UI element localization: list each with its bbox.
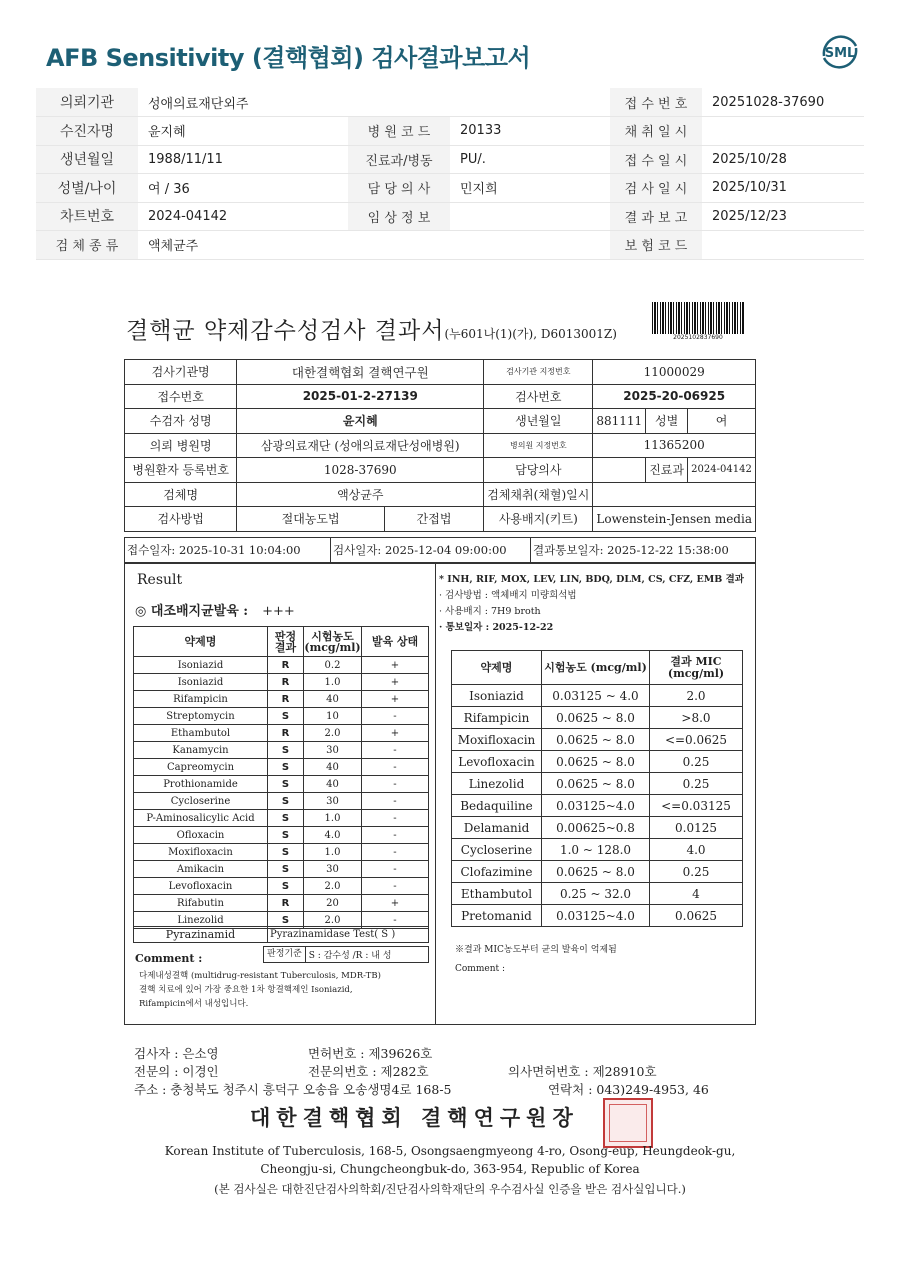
mic-row (452, 751, 743, 773)
mic-row (452, 817, 743, 839)
patient-name-value: 윤지혜 (138, 117, 348, 146)
specimen-label: 검 체 종 류 (36, 231, 138, 260)
mic-col-result: 결과 MIC (mcg/ml) (650, 651, 743, 685)
col-growth: 발육 상태 (362, 627, 429, 657)
specialist-no: 전문의번호 : 제282호 (308, 1064, 429, 1079)
judgement: S (268, 810, 304, 827)
mic-result: 0.25 (650, 861, 743, 883)
mic-drug-name: Delamanid (452, 817, 542, 839)
specimen-value: 액체균주 (138, 231, 610, 260)
seal-inner (609, 1104, 647, 1142)
mic-concentration: 0.03125~4.0 (542, 905, 650, 927)
examinee-label: 수검자 성명 (125, 409, 237, 434)
concentration: 40 (304, 759, 362, 776)
mic-row (452, 861, 743, 883)
mic-row (452, 883, 743, 905)
judgement: S (268, 742, 304, 759)
growth-status: + (362, 657, 429, 674)
result-title: Result (137, 572, 183, 588)
certification-note: (본 검사실은 대한진단검사의학회/진단검사의학재단의 우수검사실 인증을 받은 검사실입니다.) (214, 1182, 686, 1196)
hospital-label: 의뢰 병원명 (125, 433, 237, 458)
patient-name-label: 수진자명 (36, 117, 138, 146)
page-header (46, 40, 866, 80)
birth-date-value: 1988/11/11 (138, 145, 348, 174)
judgement: R (268, 895, 304, 912)
growth-status: - (362, 878, 429, 895)
hospital-value: 삼광의료재단 (성애의료재단성애병원) (237, 433, 484, 458)
col-concentration: 시험농도 (mcg/ml) (304, 627, 362, 657)
method-label: 검사방법 (125, 507, 237, 532)
drug-name: Ofloxacin (134, 827, 268, 844)
drug-name: Kanamycin (134, 742, 268, 759)
media-value: Lowenstein-Jensen media (593, 507, 756, 532)
pza-drug: Pyrazinamid (134, 927, 268, 943)
concentration: 1.0 (304, 674, 362, 691)
mic-result: 0.0625 (650, 905, 743, 927)
mic-drug-name: Bedaquiline (452, 795, 542, 817)
mic-concentration: 0.03125~4.0 (542, 795, 650, 817)
barcode (652, 302, 744, 342)
judgement: S (268, 776, 304, 793)
birth-date-label: 생년월일 (36, 145, 138, 174)
mic-row (452, 839, 743, 861)
growth-status: + (362, 674, 429, 691)
mic-result: <=0.03125 (650, 795, 743, 817)
concentration: 0.2 (304, 657, 362, 674)
patient-info-table (36, 88, 864, 260)
lab-id-label: 검사기관 지정번호 (484, 360, 593, 385)
judgement: S (268, 827, 304, 844)
mic-concentration: 0.00625~0.8 (542, 817, 650, 839)
test-date: 검사일자: 2025-12-04 09:00:00 (331, 538, 531, 562)
clinical-info-label: 임 상 정 보 (348, 202, 450, 231)
lab-name-value: 대한결핵협회 결핵연구원 (237, 360, 484, 385)
control-value: +++ (262, 604, 295, 619)
drug-name: Cycloserine (134, 793, 268, 810)
mic-media: · 사용배지 : 7H9 broth (439, 606, 541, 617)
test-date-value: 2025/10/31 (702, 174, 864, 203)
mic-row (452, 795, 743, 817)
birth-value: 881111 (593, 409, 646, 434)
accession-no-label: 접 수 번 호 (610, 88, 702, 117)
referring-org-label: 의뢰기관 (36, 88, 138, 117)
address: 주소 : 충청북도 청주시 흥덕구 오송읍 오송생명4로 168-5 (134, 1082, 452, 1097)
mic-method: · 검사방법 : 액체배지 미량희석법 (439, 590, 577, 601)
page-title: AFB Sensitivity (결핵협회) 검사결과보고서 (46, 44, 531, 72)
sml-logo (818, 30, 862, 74)
embedded-report (124, 300, 758, 1026)
drug-name: Amikacin (134, 861, 268, 878)
growth-status: - (362, 776, 429, 793)
right-comment-label: Comment : (455, 964, 506, 974)
comment-line: 결핵 치료에 있어 가장 중요한 1차 항결핵제인 Isoniazid, (139, 985, 353, 995)
hospital-code-value: 20133 (450, 117, 610, 146)
drug-name: Isoniazid (134, 674, 268, 691)
growth-status: - (362, 810, 429, 827)
judgement: R (268, 674, 304, 691)
sex-age-label: 성별/나이 (36, 174, 138, 203)
drug-row (134, 793, 429, 810)
report-title-code: (누601나(1)(가), D6013001Z) (444, 327, 617, 341)
mic-concentration: 0.0625 ~ 8.0 (542, 707, 650, 729)
mic-result: 2.0 (650, 685, 743, 707)
concentration: 4.0 (304, 827, 362, 844)
dept-label: 진료과/병동 (348, 145, 450, 174)
mic-concentration: 0.0625 ~ 8.0 (542, 773, 650, 795)
report-title-text: 결핵균 약제감수성검사 결과서 (126, 318, 445, 344)
specimen-name-label: 검체명 (125, 482, 237, 507)
physician-label: 담 당 의 사 (348, 174, 450, 203)
growth-status: - (362, 844, 429, 861)
report-title (126, 312, 617, 345)
mic-note: ※결과 MIC농도부터 균의 발육이 억제됨 (455, 945, 617, 955)
report-date-value: 2025/12/23 (702, 202, 864, 231)
hospital-id-label: 병의원 지정번호 (484, 433, 593, 458)
mic-concentration: 0.25 ~ 32.0 (542, 883, 650, 905)
meta-row (36, 231, 864, 260)
sex-label: 성별 (646, 409, 688, 434)
mic-result: 4.0 (650, 839, 743, 861)
mic-col-concentration: 시험농도 (mcg/ml) (542, 651, 650, 685)
report-dates-row (124, 537, 756, 563)
mic-row (452, 685, 743, 707)
meta-row (36, 88, 864, 117)
drug-row (134, 691, 429, 708)
judgement-legend (263, 946, 429, 963)
drug-row (134, 878, 429, 895)
media-label: 사용배지(키트) (484, 507, 593, 532)
collection-value (593, 482, 756, 507)
left-comment-body (139, 969, 429, 1011)
column-divider (435, 564, 436, 1024)
meta-row (36, 117, 864, 146)
mic-result: 4 (650, 883, 743, 905)
col-drug: 약제명 (134, 627, 268, 657)
dept-value: PU/. (450, 145, 610, 174)
growth-status: - (362, 912, 429, 929)
mic-row (452, 729, 743, 751)
lab-name-label: 검사기관명 (125, 360, 237, 385)
judgement: S (268, 759, 304, 776)
hospital-code-label: 병 원 코 드 (348, 117, 450, 146)
judgement: S (268, 878, 304, 895)
drug-row (134, 657, 429, 674)
judgement: S (268, 912, 304, 929)
growth-status: - (362, 708, 429, 725)
clinic-label: 진료과 (646, 458, 688, 483)
drug-row (134, 810, 429, 827)
physician-value: 민지희 (450, 174, 610, 203)
collection-label: 검체채취(채혈)일시 (484, 482, 593, 507)
clinical-info-value (450, 202, 610, 231)
insurance-code-label: 보 험 코 드 (610, 231, 702, 260)
judgement: S (268, 861, 304, 878)
test-date-label: 검 사 일 시 (610, 174, 702, 203)
specialist: 전문의 : 이경인 (134, 1064, 219, 1079)
mic-result: 0.0125 (650, 817, 743, 839)
judgement: R (268, 691, 304, 708)
meta-row (36, 145, 864, 174)
mic-table (451, 650, 743, 927)
mic-result: >8.0 (650, 707, 743, 729)
concentration: 2.0 (304, 878, 362, 895)
received-date-label: 접 수 일 시 (610, 145, 702, 174)
mic-drug-name: Clofazimine (452, 861, 542, 883)
concentration: 40 (304, 691, 362, 708)
mic-concentration: 0.0625 ~ 8.0 (542, 729, 650, 751)
svg-text:SML: SML (824, 46, 856, 61)
drug-name: P-Aminosalicylic Acid (134, 810, 268, 827)
growth-status: + (362, 691, 429, 708)
examinee-cell (237, 409, 484, 434)
drug-name: Streptomycin (134, 708, 268, 725)
drug-row (134, 844, 429, 861)
accession-no-value: 20251028-37690 (702, 88, 864, 117)
doctor-license-no: 의사면허번호 : 제28910호 (508, 1064, 657, 1079)
drug-row (134, 759, 429, 776)
growth-status: - (362, 793, 429, 810)
specimen-name-value: 액상균주 (237, 482, 484, 507)
mic-drug-name: Levofloxacin (452, 751, 542, 773)
mic-drug-name: Pretomanid (452, 905, 542, 927)
report-info-table (124, 359, 756, 532)
test-no-label: 검사번호 (484, 384, 593, 409)
mic-col-drug: 약제명 (452, 651, 542, 685)
concentration: 30 (304, 861, 362, 878)
mic-concentration: 1.0 ~ 128.0 (542, 839, 650, 861)
official-seal (603, 1098, 653, 1148)
concentration: 2.0 (304, 725, 362, 742)
test-no-value: 2025-20-06925 (623, 389, 726, 404)
doctor-value (593, 458, 646, 483)
license-no: 면허번호 : 제39626호 (308, 1046, 433, 1061)
judgement: S (268, 708, 304, 725)
english-address-line2: Cheongju-si, Chungcheongbuk-do, 363-954, Republic of Korea (260, 1162, 640, 1176)
drug-table-body (134, 657, 429, 929)
reg-no-label: 병원환자 등록번호 (125, 458, 237, 483)
drug-row (134, 725, 429, 742)
drug-row (134, 861, 429, 878)
col-judgement: 판정 결과 (268, 627, 304, 657)
mic-concentration: 0.0625 ~ 8.0 (542, 861, 650, 883)
mic-drug-name: Moxifloxacin (452, 729, 542, 751)
pza-result: Pyrazinamidase Test( S ) (268, 927, 429, 943)
referring-org-value: 성애의료재단외주 (138, 88, 610, 117)
drug-row (134, 895, 429, 912)
growth-status: - (362, 759, 429, 776)
mic-method-notes (439, 572, 744, 636)
judgement: S (268, 793, 304, 810)
reg-no-value: 1028-37690 (237, 458, 484, 483)
mic-row (452, 707, 743, 729)
meta-row (36, 174, 864, 203)
drug-row (134, 827, 429, 844)
method-b-value: 간접법 (384, 507, 483, 532)
mic-drug-name: Cycloserine (452, 839, 542, 861)
absolute-concentration-table (133, 626, 429, 929)
sex-value: 여 (687, 409, 755, 434)
drug-row (134, 776, 429, 793)
barcode-bars (652, 302, 744, 334)
concentration: 20 (304, 895, 362, 912)
test-no-cell (593, 384, 756, 409)
drug-name: Levofloxacin (134, 878, 268, 895)
drug-name: Rifabutin (134, 895, 268, 912)
mic-concentration: 0.0625 ~ 8.0 (542, 751, 650, 773)
collection-date-value (702, 117, 864, 146)
clinic-value: 2024-04142 (687, 458, 755, 483)
drug-name: Rifampicin (134, 691, 268, 708)
received-date-value: 2025/10/28 (702, 145, 864, 174)
legend-label: 판정기준 (264, 947, 306, 962)
meta-row (36, 202, 864, 231)
judgement: R (268, 725, 304, 742)
comment-line: 다제내성결핵 (multidrug-resistant Tuberculosis, MDR-TB) (139, 971, 381, 981)
concentration: 1.0 (304, 810, 362, 827)
mic-result: 0.25 (650, 773, 743, 795)
growth-status: - (362, 827, 429, 844)
growth-status: - (362, 861, 429, 878)
tester: 검사자 : 은소영 (134, 1046, 219, 1061)
judgement: S (268, 844, 304, 861)
institute-name: 대한결핵협회 결핵연구원장 (250, 1105, 579, 1130)
method-a-value: 절대농도법 (237, 507, 385, 532)
mic-notify: · 통보일자 : 2025-12-22 (439, 622, 554, 633)
left-comment-label: Comment : (135, 952, 203, 965)
comment-line: Rifampicin에서 내성입니다. (139, 999, 249, 1009)
barcode-number: 2025102837690 (673, 334, 723, 341)
chart-no-label: 차트번호 (36, 202, 138, 231)
notify-date: 결과통보일자: 2025-12-22 15:38:00 (533, 543, 729, 557)
receipt-no-value: 2025-01-2-27139 (302, 389, 418, 404)
sex-age-value: 여 / 36 (138, 174, 348, 203)
control-growth (135, 600, 295, 619)
drug-name: Ethambutol (134, 725, 268, 742)
lab-id-value: 11000029 (593, 360, 756, 385)
judgement: R (268, 657, 304, 674)
results-box (124, 563, 756, 1025)
legend-value: S : 감수성 /R : 내 성 (308, 951, 392, 961)
mic-drug-name: Isoniazid (452, 685, 542, 707)
growth-status: + (362, 895, 429, 912)
mic-concentration: 0.03125 ~ 4.0 (542, 685, 650, 707)
control-label: ◎ 대조배지균발육 : (135, 604, 249, 619)
concentration: 10 (304, 708, 362, 725)
contact: 연락처 : 043)249-4953, 46 (548, 1082, 709, 1097)
mic-drug-list: * INH, RIF, MOX, LEV, LIN, BDQ, DLM, CS, CFZ, EMB 결과 (439, 574, 744, 585)
doctor-label: 담당의사 (484, 458, 593, 483)
growth-status: + (362, 725, 429, 742)
receipt-no-cell (237, 384, 484, 409)
concentration: 1.0 (304, 844, 362, 861)
report-date-label: 결 과 보 고 (610, 202, 702, 231)
english-address-line1: Korean Institute of Tuberculosis, 168-5, Osongsaengmyeong 4-ro, Osong-eup, Heungdeok-gu, (164, 1144, 736, 1158)
concentration: 2.0 (304, 912, 362, 929)
mic-result: <=0.0625 (650, 729, 743, 751)
chart-no-value: 2024-04142 (138, 202, 348, 231)
growth-status: - (362, 742, 429, 759)
drug-name: Moxifloxacin (134, 844, 268, 861)
mic-result: 0.25 (650, 751, 743, 773)
drug-name: Linezolid (134, 912, 268, 929)
mic-row (452, 905, 743, 927)
concentration: 40 (304, 776, 362, 793)
drug-name: Capreomycin (134, 759, 268, 776)
drug-row (134, 708, 429, 725)
pyrazinamide-row (133, 926, 429, 943)
receipt-date: 접수일자: 2025-10-31 10:04:00 (125, 538, 331, 562)
hospital-id-value: 11365200 (593, 433, 756, 458)
concentration: 30 (304, 742, 362, 759)
insurance-code-value (702, 231, 864, 260)
drug-name: Prothionamide (134, 776, 268, 793)
collection-date-label: 채 취 일 시 (610, 117, 702, 146)
mic-table-body (452, 685, 743, 927)
concentration: 30 (304, 793, 362, 810)
receipt-no-label: 접수번호 (125, 384, 237, 409)
birth-label: 생년월일 (484, 409, 593, 434)
mic-row (452, 773, 743, 795)
mic-drug-name: Ethambutol (452, 883, 542, 905)
drug-row (134, 742, 429, 759)
drug-name: Isoniazid (134, 657, 268, 674)
mic-drug-name: Rifampicin (452, 707, 542, 729)
examinee-value: 윤지혜 (342, 414, 378, 429)
mic-drug-name: Linezolid (452, 773, 542, 795)
drug-row (134, 674, 429, 691)
